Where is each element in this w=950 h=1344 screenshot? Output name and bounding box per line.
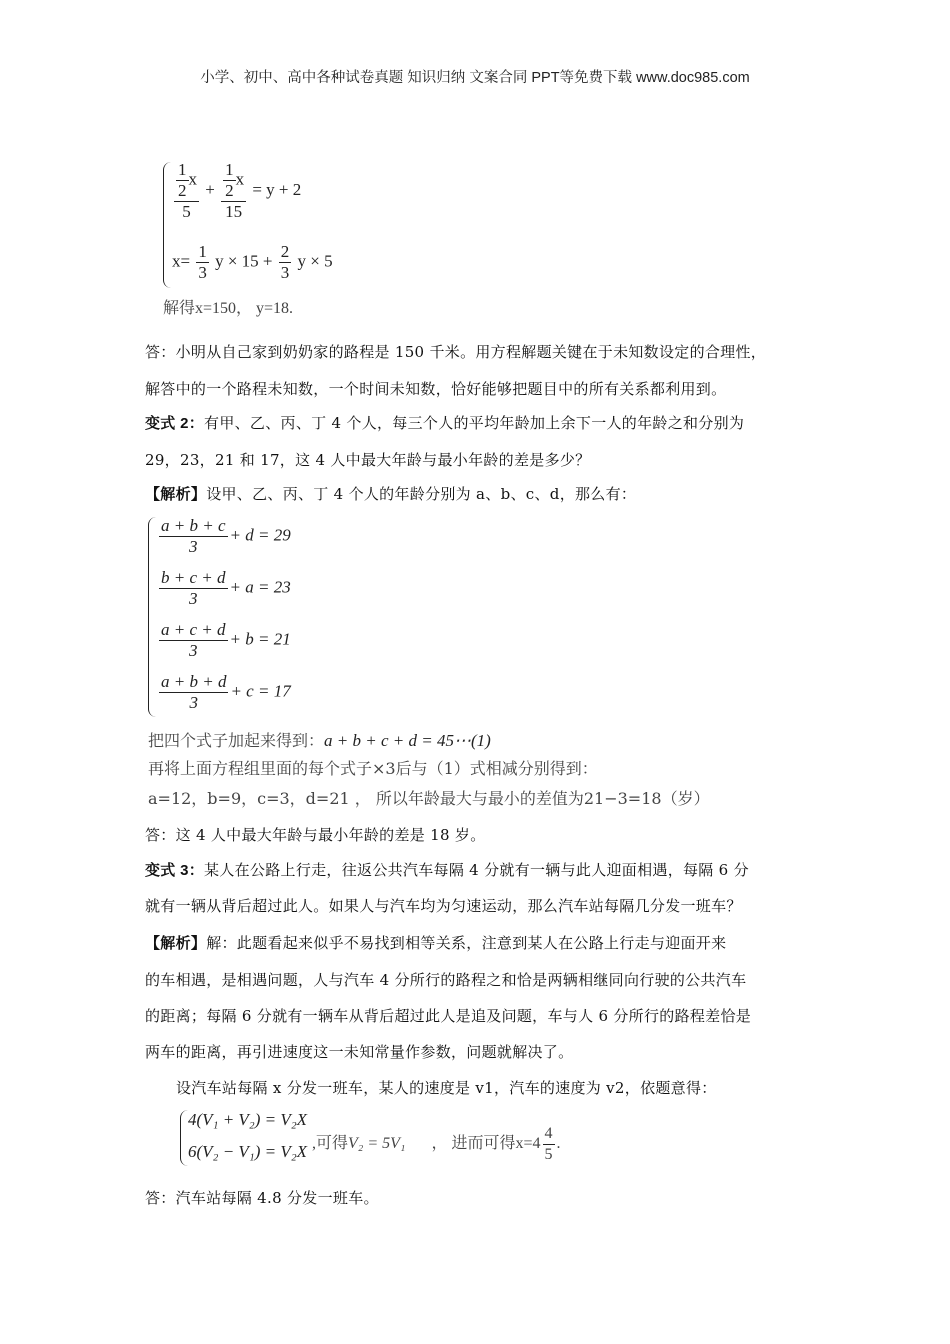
result-line: a=12，b=9，c=3，d=21 ， 所以年龄最大与最小的差值为21−3=18（岁）	[148, 789, 710, 808]
analysis-2-label: 【解析】	[145, 486, 207, 503]
multiply-line: 再将上面方程组里面的每个式子×3后与（1）式相减分别得到：	[148, 759, 598, 778]
analysis-2-line: 【解析】设甲、乙、丙、丁 4 个人的年龄分别为 a、b、c、d，那么有：	[145, 485, 637, 503]
sys2-row-4: $\frac{a + b + d}{3}$ + c = 17	[161, 672, 291, 712]
setup-3: 设汽车站每隔 x 分发一班车，某人的速度是 v1，汽车的速度为 v2，依题意得：	[176, 1079, 717, 1097]
analysis-3-line-2: 的车相遇，是相遇问题，人与汽车 4 分所行的路程之和恰是两辆相继同向行驶的公共汽车	[145, 971, 747, 989]
variant-3-label: 变式 3：	[145, 862, 205, 879]
sys2-row-1: $\frac{a + b + c}{3}$ + d = 29	[161, 516, 291, 556]
answer-2: 答：这 4 人中最大年龄与最小年龄的差是 18 岁。	[145, 826, 486, 844]
answer-1-line-1: 答：小明从自己家到奶奶家的路程是 150 千米。用方程解题关键在于未知数设定的合理性，	[145, 343, 767, 361]
sum-line: 把四个式子加起来得到：a + b + c + d = 45⋯(1)	[148, 731, 491, 750]
variant-2-label: 变式 2：	[145, 415, 205, 432]
analysis-3-line-4: 两车的距离，再引进速度这一未知常量作参数，问题就解决了。	[145, 1043, 574, 1061]
solve-1: 解得x=150， y=18.	[163, 300, 294, 317]
variant-2-line-2: 29，23，21 和 17，这 4 人中最大年龄与最小年龄的差是多少？	[145, 451, 591, 469]
sys3-row-1: 4(V₁ + V₂) = V₂X	[188, 1110, 308, 1129]
page-header: 小学、初中、高中各种试卷真题 知识归纳 文案合同 PPT等免费下载 www.doc985.com	[200, 70, 750, 86]
variant-2-line-1: 变式 2：有甲、乙、丙、丁 4 个人，每三个人的平均年龄加上余下一人的年龄之和分别为	[145, 414, 745, 432]
sys3-row-2: 6(V₂ − V₁) = V₂X	[188, 1142, 308, 1161]
variant-3-line-2: 就有一辆从背后超过此人。如果人与汽车均为匀速运动，那么汽车站每隔几分发一班车？	[145, 897, 742, 915]
answer-3: 答：汽车站每隔 4.8 分发一班车。	[145, 1189, 379, 1207]
analysis-3-line-3: 的距离；每隔 6 分就有一辆车从背后超过此人是追及问题，车与人 6 分所行的路程差恰是	[145, 1007, 752, 1025]
analysis-3-line-1: 【解析】解：此题看起来似乎不易找到相等关系，注意到某人在公路上行走与迎面开来	[145, 934, 727, 952]
sys3-relation: ,可得V₂ = 5V₁ ， 进而可得x=4 $\frac{4}{5}$ .	[312, 1125, 561, 1163]
variant-3-line-1: 变式 3：某人在公路上行走，往返公共汽车每隔 4 分就有一辆与此人迎面相遇，每隔 6 分	[145, 861, 749, 879]
answer-1-line-2: 解答中的一个路程未知数，一个时间未知数，恰好能够把题目中的所有关系都利用到。	[145, 380, 727, 398]
analysis-3-label: 【解析】	[145, 935, 207, 952]
sys2-row-2: $\frac{b + c + d}{3}$ + a = 23	[161, 568, 291, 608]
sys1-row1: $\frac{1}{2}$ x 5 + $\frac{1}{2}$ x 15 = y + 2	[172, 160, 301, 222]
sys1-row2: x= $\frac{1}{3}$ y × 15 + $\frac{2}{3}$ y × 5	[172, 242, 333, 282]
sys2-row-3: $\frac{a + c + d}{3}$ + b = 21	[161, 620, 291, 660]
